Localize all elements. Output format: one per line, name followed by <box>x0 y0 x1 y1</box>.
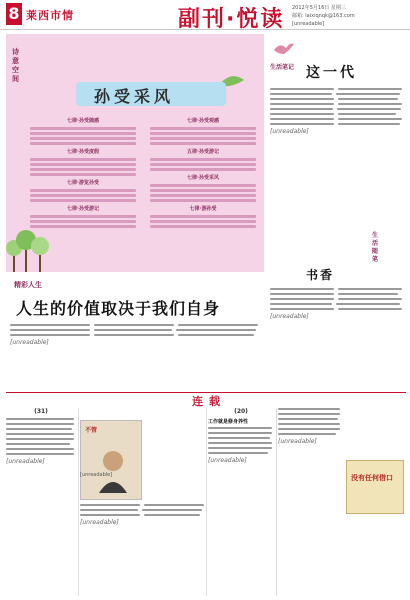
edition-name: 莱西市情 <box>26 9 74 22</box>
poem-column-left <box>28 114 138 230</box>
text-lines <box>6 418 76 455</box>
serial-column-2 <box>80 504 204 596</box>
serial-body-2: [unreadable] <box>80 519 119 526</box>
serial-banner <box>6 392 406 406</box>
article-body-life <box>10 324 260 390</box>
header-info <box>292 4 404 28</box>
column-tag-essay: 生活笔记 <box>270 64 295 71</box>
text-lines <box>208 427 274 454</box>
essay-title-mid: 书香 <box>306 268 335 282</box>
header-date: 2012年5月16日 星期三 <box>292 5 346 11</box>
article-body-text-life: [unreadable] <box>10 339 49 346</box>
poem-heading: 七律·孙受观感 <box>187 118 219 124</box>
poetry-title: 孙受采风 <box>94 87 175 106</box>
serial-body-4: [unreadable] <box>278 438 317 445</box>
poem-heading: 七律·游孙受 <box>189 206 217 212</box>
column-tag-essay-mid: 生活随笔 <box>372 232 379 263</box>
text-lines <box>278 408 342 435</box>
header-extra: [unreadable] <box>292 21 325 27</box>
poem-heading: 七律·游览孙受 <box>67 180 99 186</box>
page-header <box>0 0 410 30</box>
poem-column-right <box>148 114 258 230</box>
serial-number: (20) <box>234 408 248 415</box>
poem-heading: 五律·孙受游记 <box>187 149 219 155</box>
serial-heading: 工作就是修身养性 <box>208 419 249 425</box>
text-lines <box>270 88 404 125</box>
text-lines <box>10 324 260 336</box>
poetry-panel <box>6 34 264 272</box>
essay-title-top: 这一代 <box>306 65 357 81</box>
serial-banner-label: 连载 <box>188 393 230 409</box>
section-title: 副刊·悦读 <box>178 7 285 32</box>
portrait-icon <box>95 445 131 493</box>
book-cover-label: [unreadable] <box>80 472 113 478</box>
poem-heading: 七律·孙受采风 <box>187 175 219 181</box>
serial-column-1 <box>6 408 76 596</box>
text-lines <box>80 504 204 516</box>
book-cover-title: 不管 <box>85 427 98 434</box>
trees-illustration-icon <box>6 222 66 272</box>
serial-section <box>6 408 406 596</box>
book-cover-right <box>346 460 404 514</box>
poem-heading: 七律·孙受游记 <box>67 206 99 212</box>
serial-column-3 <box>208 408 274 596</box>
essay-body-text-top: [unreadable] <box>270 128 309 135</box>
essay-panel-top <box>268 34 406 220</box>
poem-heading: 七律·孙受随感 <box>67 118 99 124</box>
article-title-life: 人生的价值取决于我们自身 <box>16 299 221 318</box>
serial-body-3: [unreadable] <box>208 457 247 464</box>
serial-number: (31) <box>34 408 48 415</box>
poem-heading: 七律·孙受度假 <box>67 149 99 155</box>
header-email: 邮箱: laixiqnqk@163.com <box>292 13 355 19</box>
essay-panel-mid <box>268 222 406 382</box>
serial-body-1: [unreadable] <box>6 458 45 465</box>
text-lines <box>270 288 404 310</box>
essay-body-top <box>270 88 404 218</box>
column-tag-poetry: 诗意空间 <box>12 48 19 83</box>
article-life-value <box>6 276 264 390</box>
book-cover-left <box>80 420 142 500</box>
bird-icon <box>272 38 296 58</box>
book-cover-title: 没有任何借口 <box>351 474 393 482</box>
essay-body-text-mid: [unreadable] <box>270 313 309 320</box>
column-tag-life: 精彩人生 <box>14 281 42 289</box>
essay-body-mid <box>270 288 404 382</box>
page-number: 8 <box>6 3 22 25</box>
